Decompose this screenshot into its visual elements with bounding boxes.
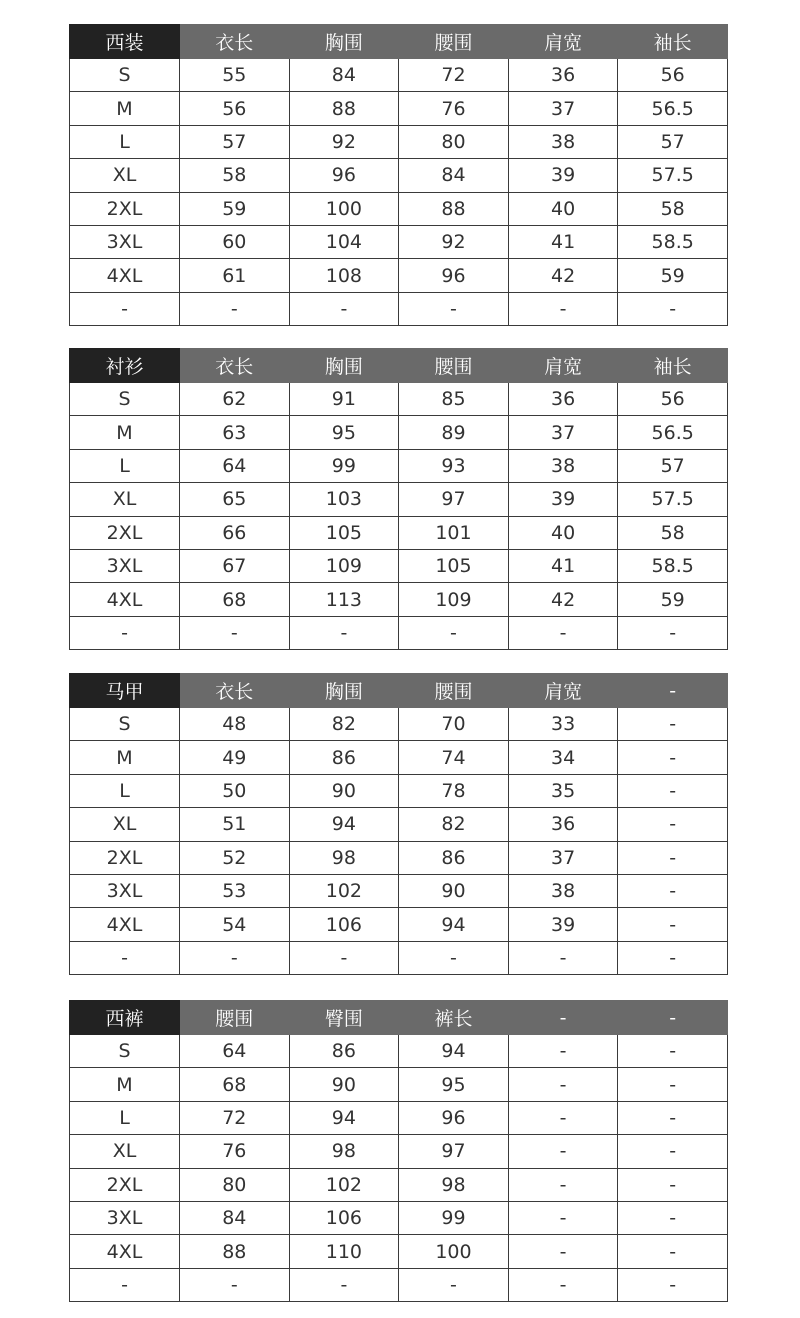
table-row [70, 549, 728, 582]
table-row [70, 92, 728, 125]
garment-header-cell: 西装 [70, 25, 180, 59]
measurement-header-cell: 衣长 [180, 349, 290, 383]
measurement-cell: 41 [508, 225, 618, 258]
measurement-header-cell: 臀围 [289, 1001, 399, 1035]
measurement-cell: 94 [289, 808, 399, 841]
table-row [70, 741, 728, 774]
table-row [70, 841, 728, 874]
measurement-cell: - [618, 874, 728, 907]
header-row [70, 674, 728, 708]
measurement-cell: 94 [399, 1035, 509, 1068]
measurement-cell: 40 [508, 516, 618, 549]
measurement-cell: 54 [180, 908, 290, 941]
measurement-cell: - [618, 1068, 728, 1101]
measurement-cell: 68 [180, 1068, 290, 1101]
garment-header-cell: 西裤 [70, 1001, 180, 1035]
measurement-cell: 68 [180, 583, 290, 616]
size-label-cell: M [70, 1068, 180, 1101]
measurement-cell: - [618, 1235, 728, 1268]
size-label-cell: M [70, 741, 180, 774]
size-label-cell: S [70, 1035, 180, 1068]
table-row [70, 583, 728, 616]
suit-size-table [69, 24, 728, 326]
measurement-header-cell: 肩宽 [508, 674, 618, 708]
measurement-cell: 106 [289, 1201, 399, 1234]
measurement-cell: - [289, 292, 399, 325]
measurement-cell: 59 [618, 583, 728, 616]
measurement-cell: - [180, 616, 290, 649]
measurement-cell: 86 [399, 841, 509, 874]
measurement-cell: - [508, 1101, 618, 1134]
measurement-cell: - [618, 1201, 728, 1234]
measurement-header-cell: 腰围 [399, 674, 509, 708]
size-label-cell: L [70, 774, 180, 807]
measurement-cell: - [618, 1168, 728, 1201]
measurement-cell: 72 [399, 59, 509, 92]
measurement-cell: 88 [399, 192, 509, 225]
measurement-cell: 37 [508, 92, 618, 125]
table-row [70, 616, 728, 649]
measurement-cell: - [618, 774, 728, 807]
table-row [70, 774, 728, 807]
size-label-cell: 4XL [70, 908, 180, 941]
measurement-cell: 37 [508, 841, 618, 874]
header-row [70, 1001, 728, 1035]
measurement-cell: 110 [289, 1235, 399, 1268]
measurement-cell: 38 [508, 125, 618, 158]
garment-header-cell: 马甲 [70, 674, 180, 708]
measurement-cell: 84 [180, 1201, 290, 1234]
measurement-cell: 96 [289, 159, 399, 192]
measurement-cell: 89 [399, 416, 509, 449]
measurement-cell: 38 [508, 449, 618, 482]
size-label-cell: XL [70, 808, 180, 841]
measurement-cell: 98 [289, 1135, 399, 1168]
measurement-cell: - [618, 841, 728, 874]
size-label-cell: 3XL [70, 1201, 180, 1234]
measurement-cell: 56 [618, 59, 728, 92]
size-label-cell: XL [70, 1135, 180, 1168]
size-label-cell: - [70, 292, 180, 325]
table-row [70, 292, 728, 325]
measurement-header-cell: 胸围 [289, 349, 399, 383]
measurement-cell: - [618, 616, 728, 649]
measurement-cell: 98 [399, 1168, 509, 1201]
measurement-header-cell: 肩宽 [508, 349, 618, 383]
table-row [70, 1201, 728, 1234]
measurement-cell: 60 [180, 225, 290, 258]
measurement-cell: - [399, 941, 509, 974]
size-label-cell: S [70, 59, 180, 92]
table-row [70, 874, 728, 907]
header-row [70, 25, 728, 59]
measurement-cell: 38 [508, 874, 618, 907]
measurement-header-cell: 腰围 [399, 25, 509, 59]
measurement-cell: 109 [289, 549, 399, 582]
measurement-cell: 113 [289, 583, 399, 616]
measurement-cell: - [618, 808, 728, 841]
measurement-cell: 88 [289, 92, 399, 125]
size-label-cell: 2XL [70, 1168, 180, 1201]
measurement-header-cell: 衣长 [180, 674, 290, 708]
measurement-cell: 64 [180, 449, 290, 482]
measurement-cell: 95 [289, 416, 399, 449]
size-label-cell: S [70, 383, 180, 416]
table-row [70, 259, 728, 292]
measurement-cell: 64 [180, 1035, 290, 1068]
table-row [70, 1168, 728, 1201]
measurement-cell: 57.5 [618, 483, 728, 516]
measurement-cell: - [618, 1268, 728, 1301]
table-row [70, 1035, 728, 1068]
measurement-cell: 49 [180, 741, 290, 774]
measurement-cell: 108 [289, 259, 399, 292]
size-label-cell: 2XL [70, 192, 180, 225]
measurement-cell: 84 [289, 59, 399, 92]
measurement-cell: 80 [399, 125, 509, 158]
table-row [70, 225, 728, 258]
measurement-cell: 36 [508, 383, 618, 416]
table-row [70, 516, 728, 549]
size-label-cell: L [70, 449, 180, 482]
measurement-cell: 57.5 [618, 159, 728, 192]
measurement-cell: 40 [508, 192, 618, 225]
measurement-cell: 102 [289, 1168, 399, 1201]
measurement-cell: 52 [180, 841, 290, 874]
measurement-cell: 56.5 [618, 92, 728, 125]
measurement-cell: 94 [289, 1101, 399, 1134]
size-label-cell: 2XL [70, 841, 180, 874]
measurement-cell: 102 [289, 874, 399, 907]
measurement-cell: - [618, 292, 728, 325]
size-label-cell: 3XL [70, 549, 180, 582]
measurement-cell: 90 [289, 774, 399, 807]
measurement-cell: 103 [289, 483, 399, 516]
table-row [70, 1135, 728, 1168]
measurement-cell: - [508, 1135, 618, 1168]
garment-header-cell: 衬衫 [70, 349, 180, 383]
measurement-cell: 82 [399, 808, 509, 841]
measurement-cell: 57 [180, 125, 290, 158]
measurement-cell: 105 [289, 516, 399, 549]
measurement-cell: 88 [180, 1235, 290, 1268]
measurement-cell: - [618, 1135, 728, 1168]
measurement-cell: 39 [508, 159, 618, 192]
measurement-header-cell: 裤长 [399, 1001, 509, 1035]
measurement-cell: - [508, 1035, 618, 1068]
measurement-cell: 42 [508, 583, 618, 616]
measurement-cell: 50 [180, 774, 290, 807]
measurement-cell: - [508, 1235, 618, 1268]
size-label-cell: S [70, 708, 180, 741]
measurement-cell: - [618, 1035, 728, 1068]
measurement-cell: 41 [508, 549, 618, 582]
measurement-cell: 97 [399, 1135, 509, 1168]
measurement-cell: 58.5 [618, 549, 728, 582]
measurement-cell: 58 [180, 159, 290, 192]
measurement-cell: - [618, 908, 728, 941]
size-label-cell: L [70, 1101, 180, 1134]
measurement-cell: 37 [508, 416, 618, 449]
measurement-cell: - [399, 616, 509, 649]
table-row [70, 125, 728, 158]
measurement-cell: 57 [618, 449, 728, 482]
measurement-cell: 70 [399, 708, 509, 741]
measurement-cell: 72 [180, 1101, 290, 1134]
size-label-cell: M [70, 92, 180, 125]
measurement-header-cell: 袖长 [618, 349, 728, 383]
measurement-header-cell: 腰围 [399, 349, 509, 383]
size-label-cell: XL [70, 159, 180, 192]
measurement-cell: 56 [618, 383, 728, 416]
table-row [70, 383, 728, 416]
measurement-cell: - [508, 941, 618, 974]
vest-size-table [69, 673, 728, 975]
measurement-cell: 98 [289, 841, 399, 874]
measurement-cell: - [508, 616, 618, 649]
measurement-cell: - [289, 616, 399, 649]
measurement-cell: 90 [289, 1068, 399, 1101]
size-label-cell: L [70, 125, 180, 158]
table-row [70, 941, 728, 974]
measurement-header-cell: 肩宽 [508, 25, 618, 59]
table-row [70, 416, 728, 449]
measurement-header-cell: 袖长 [618, 25, 728, 59]
measurement-cell: 48 [180, 708, 290, 741]
size-label-cell: 4XL [70, 259, 180, 292]
measurement-cell: - [508, 1268, 618, 1301]
size-label-cell: M [70, 416, 180, 449]
measurement-cell: 84 [399, 159, 509, 192]
measurement-cell: 36 [508, 59, 618, 92]
measurement-cell: 105 [399, 549, 509, 582]
measurement-cell: 39 [508, 908, 618, 941]
measurement-cell: 39 [508, 483, 618, 516]
measurement-cell: 59 [618, 259, 728, 292]
measurement-cell: - [618, 941, 728, 974]
measurement-header-cell: 胸围 [289, 25, 399, 59]
size-label-cell: - [70, 941, 180, 974]
measurement-cell: 78 [399, 774, 509, 807]
size-label-cell: 3XL [70, 225, 180, 258]
measurement-cell: 104 [289, 225, 399, 258]
size-label-cell: 4XL [70, 1235, 180, 1268]
trousers-size-table [69, 1000, 728, 1302]
measurement-cell: - [508, 1068, 618, 1101]
measurement-cell: 53 [180, 874, 290, 907]
measurement-cell: 91 [289, 383, 399, 416]
measurement-header-cell: - [508, 1001, 618, 1035]
measurement-cell: 58.5 [618, 225, 728, 258]
measurement-header-cell: - [618, 1001, 728, 1035]
measurement-cell: 34 [508, 741, 618, 774]
measurement-cell: 58 [618, 192, 728, 225]
measurement-cell: 96 [399, 1101, 509, 1134]
measurement-cell: - [399, 1268, 509, 1301]
size-label-cell: - [70, 616, 180, 649]
measurement-cell: 56.5 [618, 416, 728, 449]
table-row [70, 192, 728, 225]
measurement-cell: 58 [618, 516, 728, 549]
measurement-cell: - [289, 941, 399, 974]
measurement-cell: 96 [399, 259, 509, 292]
measurement-cell: 100 [289, 192, 399, 225]
measurement-cell: 61 [180, 259, 290, 292]
measurement-header-cell: 腰围 [180, 1001, 290, 1035]
measurement-cell: - [399, 292, 509, 325]
measurement-cell: - [180, 292, 290, 325]
table-row [70, 708, 728, 741]
measurement-cell: 63 [180, 416, 290, 449]
shirt-size-table [69, 348, 728, 650]
table-row [70, 59, 728, 92]
measurement-cell: 33 [508, 708, 618, 741]
measurement-cell: - [508, 1201, 618, 1234]
table-row [70, 908, 728, 941]
measurement-cell: 82 [289, 708, 399, 741]
measurement-cell: 35 [508, 774, 618, 807]
measurement-cell: 42 [508, 259, 618, 292]
measurement-cell: 86 [289, 1035, 399, 1068]
measurement-cell: - [618, 1101, 728, 1134]
size-label-cell: 2XL [70, 516, 180, 549]
size-label-cell: 4XL [70, 583, 180, 616]
size-label-cell: 3XL [70, 874, 180, 907]
measurement-cell: 59 [180, 192, 290, 225]
measurement-cell: 90 [399, 874, 509, 907]
measurement-cell: 76 [180, 1135, 290, 1168]
size-label-cell: - [70, 1268, 180, 1301]
size-label-cell: XL [70, 483, 180, 516]
table-row [70, 1101, 728, 1134]
measurement-cell: - [508, 292, 618, 325]
measurement-cell: 62 [180, 383, 290, 416]
table-row [70, 449, 728, 482]
measurement-cell: - [180, 1268, 290, 1301]
measurement-cell: 56 [180, 92, 290, 125]
measurement-cell: - [618, 708, 728, 741]
measurement-header-cell: 胸围 [289, 674, 399, 708]
table-row [70, 1268, 728, 1301]
measurement-cell: 51 [180, 808, 290, 841]
table-row [70, 159, 728, 192]
measurement-cell: 55 [180, 59, 290, 92]
measurement-cell: - [618, 741, 728, 774]
measurement-cell: 99 [289, 449, 399, 482]
measurement-cell: 67 [180, 549, 290, 582]
measurement-header-cell: - [618, 674, 728, 708]
header-row [70, 349, 728, 383]
table-row [70, 483, 728, 516]
table-row [70, 808, 728, 841]
measurement-cell: 101 [399, 516, 509, 549]
table-row [70, 1068, 728, 1101]
measurement-cell: 80 [180, 1168, 290, 1201]
measurement-cell: 65 [180, 483, 290, 516]
measurement-cell: 94 [399, 908, 509, 941]
measurement-cell: 86 [289, 741, 399, 774]
measurement-cell: 36 [508, 808, 618, 841]
measurement-cell: 57 [618, 125, 728, 158]
measurement-cell: - [289, 1268, 399, 1301]
measurement-cell: - [508, 1168, 618, 1201]
measurement-cell: - [180, 941, 290, 974]
measurement-cell: 100 [399, 1235, 509, 1268]
measurement-cell: 92 [289, 125, 399, 158]
measurement-cell: 106 [289, 908, 399, 941]
measurement-cell: 109 [399, 583, 509, 616]
measurement-cell: 95 [399, 1068, 509, 1101]
measurement-cell: 76 [399, 92, 509, 125]
measurement-cell: 66 [180, 516, 290, 549]
measurement-cell: 93 [399, 449, 509, 482]
measurement-cell: 74 [399, 741, 509, 774]
measurement-cell: 99 [399, 1201, 509, 1234]
measurement-cell: 85 [399, 383, 509, 416]
measurement-cell: 97 [399, 483, 509, 516]
table-row [70, 1235, 728, 1268]
measurement-header-cell: 衣长 [180, 25, 290, 59]
measurement-cell: 92 [399, 225, 509, 258]
